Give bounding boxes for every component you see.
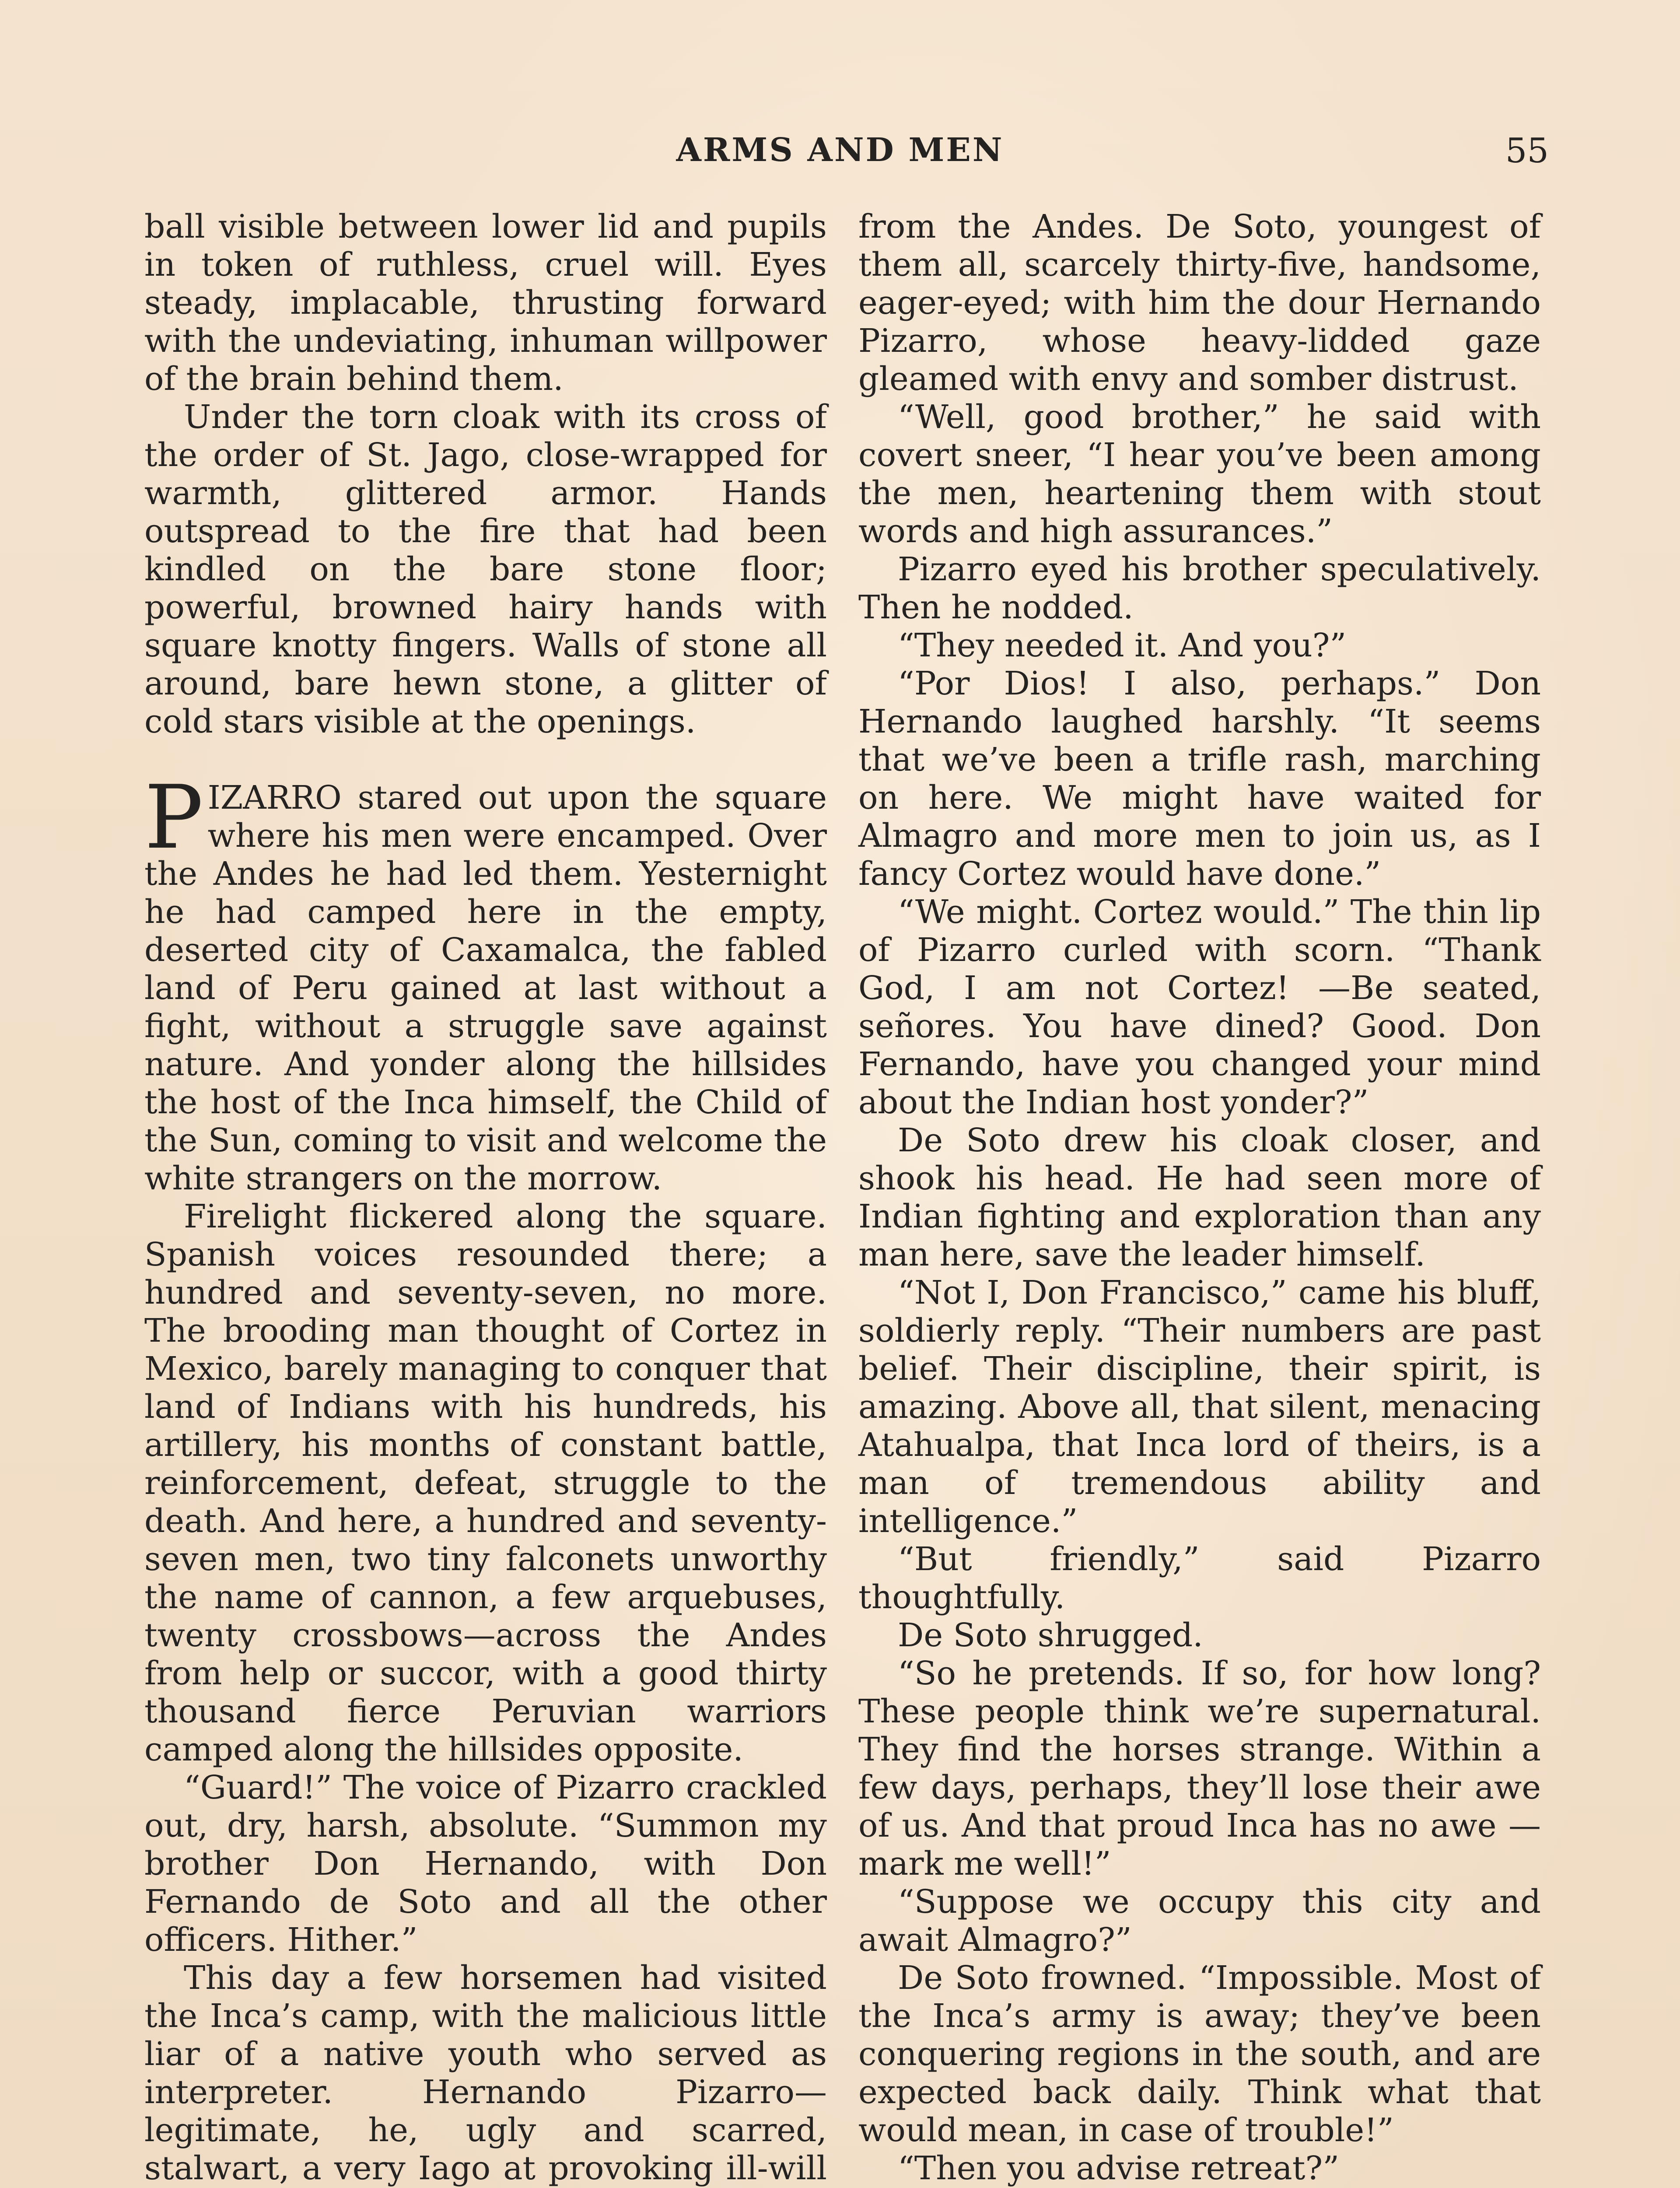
paragraph: De Soto shrugged. [898, 1616, 1203, 1654]
page-number: 55 [1505, 131, 1549, 171]
paragraph: “So he pretends. If so, for how long? These people think we’re supernatural. They find the horses strange. Within a few days, perhaps, they’ll lose their awe of us. And that proud Inca has no awe —mark me well!” [858, 1655, 1541, 1883]
right-column [858, 208, 1541, 2188]
paragraph: “Then you advise retreat?” [898, 2149, 1340, 2187]
paragraph: “Suppose we occupy this city and await Almagro?” [858, 1883, 1541, 1959]
paragraph-text: IZARRO stared out upon the square where his men were encamped. Over the Andes he had led them. Yesternight he had camped here in the empty, deserted city of Caxamalca, the fabled land of Peru gained at last without a fight, without a struggle save against nature. And yonder along the hillsides the host of the Inca himself, the Child of the Sun, coming to visit and welcome the white strangers on the morrow. [144, 779, 827, 1197]
paragraph: “Guard!” The voice of Pizarro crackled out, dry, harsh, absolute. “Summon my brother Don Hernando, with Don Fernando de Soto and all the other officers. Hither.” [144, 1769, 827, 1959]
paragraph: De Soto drew his cloak closer, and shook his head. He had seen more of Indian fighting and exploration than any man here, save the leader himself. [858, 1122, 1541, 1273]
paragraph: Firelight flickered along the square. Spanish voices resounded there; a hundred and seventy-seven, no more. The brooding man thought of Cortez in Mexico, barely managing to conquer that land of Indians with his hundreds, his artillery, his months of constant battle, reinforcement, defeat, struggle to the death. And here, a hundred and seventy-seven men, two tiny falconets unworthy the name of cannon, a few arquebuses, twenty crossbows—across the Andes from help or succor, with a good thirty thousand fierce Peruvian warriors camped along the hillsides opposite. [144, 1198, 827, 1768]
paragraph: ball visible between lower lid and pupils in token of ruthless, cruel will. Eyes steady, implacable, thrusting forward with the undeviating, inhuman willpower of the brain behind them. [144, 208, 827, 398]
running-head: ARMS AND MEN [676, 131, 1004, 169]
paragraph: De Soto frowned. “Impossible. Most of the Inca’s army is away; they’ve been conquering regions in the south, and are expected back daily. Think what that would mean, in case of trouble!” [858, 1959, 1541, 2149]
paragraph: “We might. Cortez would.” The thin lip of Pizarro curled with scorn. “Thank God, I am not Cortez! —Be seated, señores. You have dined? Good. Don Fernando, have you changed your mind about the Indian host yonder?” [858, 893, 1541, 1121]
section-opening-paragraph [144, 767, 827, 1198]
paragraph: “Por Dios! I also, perhaps.” Don Hernando laughed harshly. “It seems that we’ve been a trifle rash, marching on here. We might have waited for Almagro and more men to join us, as I fancy Cortez would have done.” [858, 665, 1541, 893]
paragraph: from the Andes. De Soto, youngest of them all, scarcely thirty-five, handsome, eager-eyed; with him the dour Hernando Pizarro, whose heavy-lidded gaze gleamed with envy and somber distrust. [858, 208, 1541, 398]
paragraph: “They needed it. And you?” [898, 627, 1347, 664]
paragraph: “Not I, Don Francisco,” came his bluff, soldierly reply. “Their numbers are past belief. Their discipline, their spirit, is amazing. Above all, that silent, menacing Atahualpa, that Inca lord of theirs, is a man of tremendous ability and intelligence.” [858, 1274, 1541, 1540]
drop-cap: P [144, 767, 203, 869]
paragraph: “But friendly,” said Pizarro thoughtfully. [858, 1540, 1541, 1616]
paragraph: This day a few horsemen had visited the Inca’s camp, with the malicious little liar of a native youth who served as interpreter. Hernando Pizarro—legitimate, he, ugly and scarred, stalwart, a very Iago at provoking ill-will [144, 1959, 827, 2187]
paragraph: “Well, good brother,” he said with covert sneer, “I hear you’ve been among the men, heartening them with stout words and high assurances.” [858, 398, 1541, 550]
left-column [144, 208, 827, 2188]
paragraph: Under the torn cloak with its cross of the order of St. Jago, close-wrapped for warmth, glittered armor. Hands outspread to the fire that had been kindled on the bare stone floor; powerful, browned hairy hands with square knotty fingers. Walls of stone all around, bare hewn stone, a glitter of cold stars visible at the openings. [144, 398, 827, 740]
paragraph: Pizarro eyed his brother speculatively. Then he nodded. [858, 551, 1541, 626]
